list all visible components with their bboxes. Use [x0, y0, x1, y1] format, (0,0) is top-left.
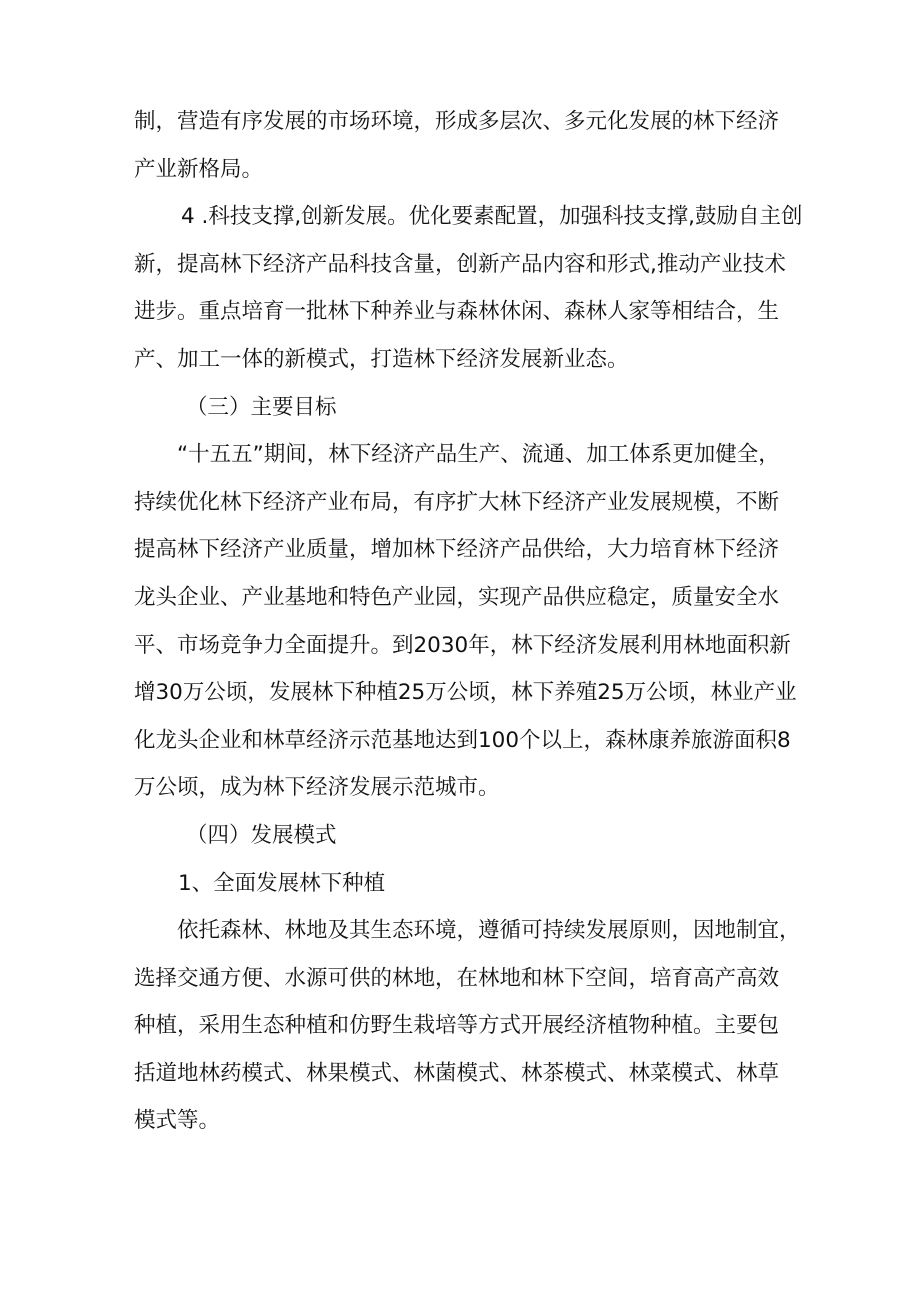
text-line: 模式等。 — [134, 1108, 221, 1134]
text-line: 进步。重点培育一批林下种养业与森林休闲、森林人家等相结合，生 — [134, 299, 780, 325]
text-line: 万公顷，成为林下经济发展示范城市。 — [134, 775, 500, 801]
text-line: 括道地林药模式、林果模式、林菌模式、林茶模式、林菜模式、林草 — [134, 1060, 780, 1086]
subsection-heading-planting: 1、全面发展林下种植 — [178, 870, 386, 896]
text-line: 增30万公顷，发展林下种植25万公顷，林下养殖25万公顷，林业产业 — [134, 680, 797, 706]
text-line: 持续优化林下经济产业布局，有序扩大林下经济产业发展规模，不断 — [134, 489, 780, 515]
text-line: 龙头企业、产业基地和特色产业园，实现产品供应稳定，质量安全水 — [134, 584, 780, 610]
text-line: 制，营造有序发展的市场环境，形成多层次、多元化发展的林下经济 — [134, 109, 780, 134]
paragraph-planting — [134, 918, 801, 1134]
text-line: 化龙头企业和林草经济示范基地达到100个以上，森林康养旅游面积8 — [134, 727, 791, 753]
text-line: 平、市场竞争力全面提升。到2030年，林下经济发展利用林地面积新 — [134, 632, 791, 658]
text-line: 依托森林、林地及其生态环境，遵循可持续发展原则，因地制宜， — [177, 918, 801, 944]
paragraph-tech-support — [134, 204, 803, 372]
text-line: “十五五”期间，林下经济产品生产、流通、加工体系更加健全， — [177, 442, 780, 468]
section-heading-goals: （三）主要目标 — [186, 394, 337, 420]
document-body — [134, 109, 803, 1134]
text-line: 产、加工一体的新模式，打造林下经济发展新业态。 — [134, 346, 629, 372]
paragraph-goals — [134, 442, 797, 801]
text-line: 选择交通方便、水源可供的林地，在林地和林下空间，培育高产高效 — [134, 965, 780, 991]
text-line: 种植，采用生态种植和仿野生栽培等方式开展经济植物种植。主要包 — [134, 1013, 780, 1039]
text-line: 新，提高林下经济产品科技含量，创新产品内容和形式,推动产业技术 — [134, 251, 786, 277]
text-line: 产业新格局。 — [134, 156, 264, 182]
text-line: 4 .科技支撑,创新发展。优化要素配置，加强科技支撑,鼓励自主创 — [181, 204, 803, 230]
paragraph-continuation — [134, 110, 794, 182]
section-heading-modes: （四）发展模式 — [186, 822, 337, 848]
text-line: 提高林下经济产业质量，增加林下经济产品供给，大力培育林下经济 — [134, 537, 780, 563]
